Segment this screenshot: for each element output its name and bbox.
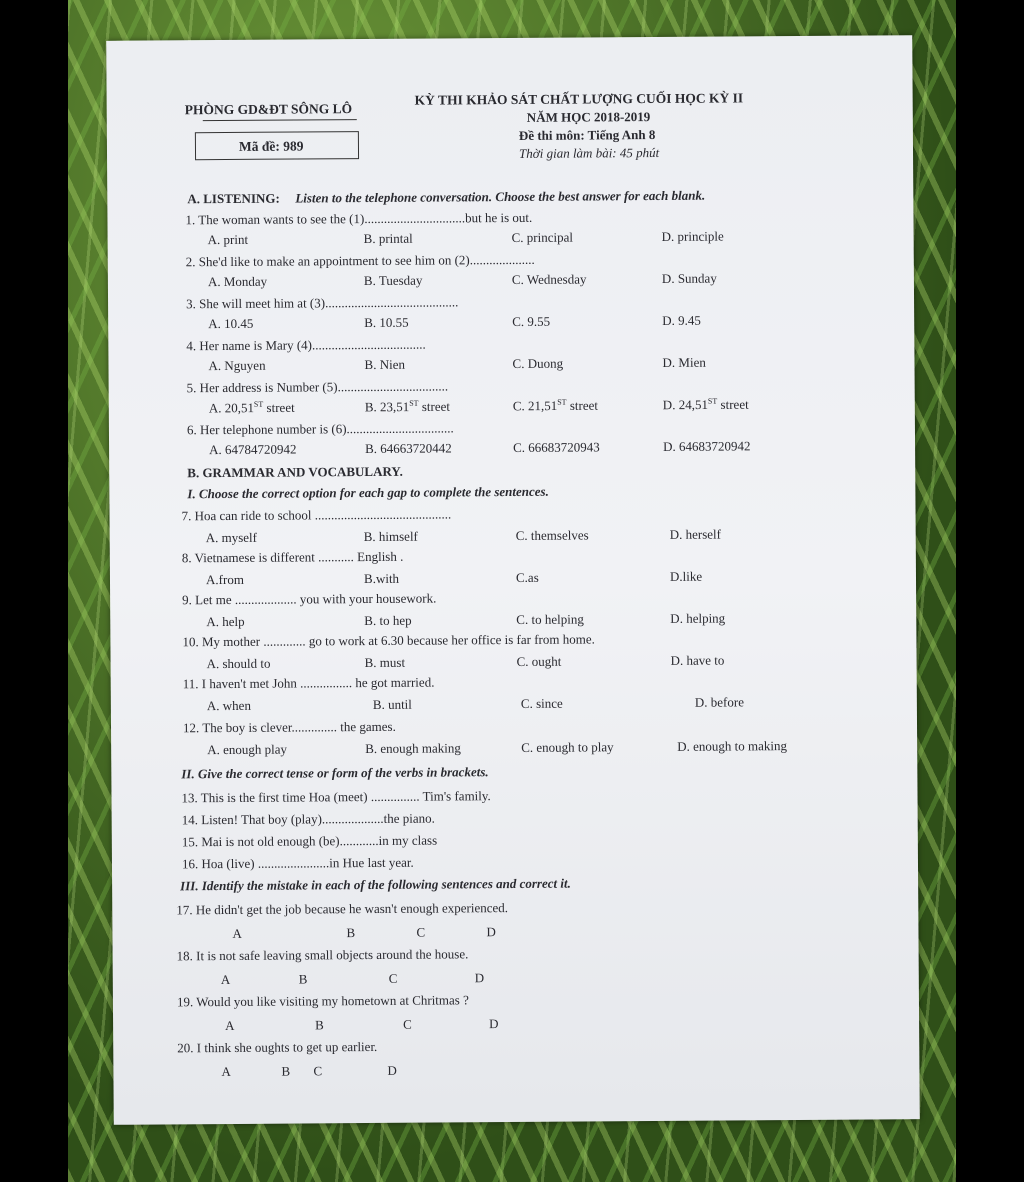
underline-label-a: A bbox=[225, 1017, 235, 1034]
answer-option-d: D. herself bbox=[669, 526, 722, 542]
section-a-instruction: Listen to the telephone conversation. Choose the best answer for each blank. bbox=[295, 187, 706, 206]
answer-option-b: B. must bbox=[364, 654, 406, 671]
answer-option-d: D. enough to making bbox=[677, 738, 787, 754]
answer-option-b: B. Tuesday bbox=[363, 272, 423, 289]
answer-option-a: A.from bbox=[205, 571, 244, 588]
question-text: 18. It is not safe leaving small objects around the house. bbox=[176, 946, 469, 964]
answer-option-b: B.with bbox=[363, 570, 400, 587]
answer-option-d: D. 9.45 bbox=[662, 312, 701, 328]
verb-question: 15. Mai is not old enough (be)............in my class bbox=[181, 832, 438, 850]
section-b-heading: B. GRAMMAR AND VOCABULARY. bbox=[187, 463, 403, 481]
verb-question: 13. This is the first time Hoa (meet) ............... Tim's family. bbox=[181, 788, 491, 806]
answer-option-d: D. 24,51ST street bbox=[662, 396, 749, 413]
part-3-instruction: III. Identify the mistake in each of the following sentences and correct it. bbox=[180, 875, 571, 894]
answer-option-a: A. Monday bbox=[207, 273, 268, 290]
question-text: 8. Vietnamese is different ........... English . bbox=[181, 548, 404, 566]
underline-label-c: C bbox=[388, 970, 398, 986]
answer-option-b: B. Nien bbox=[364, 356, 405, 373]
answer-option-c: C. 9.55 bbox=[512, 313, 551, 329]
answer-option-c: C.as bbox=[515, 569, 539, 585]
part-2-instruction: II. Give the correct tense or form of the verbs in brackets. bbox=[181, 764, 489, 782]
underline-label-a: A bbox=[221, 1063, 231, 1080]
exam-title: KỲ THI KHẢO SÁT CHẤT LƯỢNG CUỐI HỌC KỲ II bbox=[414, 90, 744, 108]
question-text: 6. Her telephone number is (6)................................. bbox=[186, 420, 454, 438]
answer-option-c: C. Duong bbox=[512, 355, 564, 371]
answer-option-b: B. himself bbox=[363, 528, 418, 545]
answer-option-a: A. Nguyen bbox=[208, 357, 266, 374]
answer-option-d: D. have to bbox=[670, 652, 725, 668]
question-text: 20. I think she oughts to get up earlier. bbox=[177, 1038, 378, 1056]
answer-option-d: D. Mien bbox=[662, 354, 706, 370]
department-name: PHÒNG GD&ĐT SÔNG LÔ bbox=[184, 101, 353, 118]
answer-option-b: B. 64663720442 bbox=[365, 440, 452, 457]
answer-option-b: B. to hep bbox=[364, 612, 412, 629]
underline-label-d: D bbox=[489, 1016, 499, 1032]
underline-label-d: D bbox=[474, 970, 485, 986]
section-a-heading: A. LISTENING: bbox=[187, 190, 280, 207]
question-text: 4. Her name is Mary (4)................................... bbox=[186, 336, 426, 354]
underline-label-a: A bbox=[220, 971, 231, 988]
answer-option-d: D. 64683720942 bbox=[663, 438, 751, 454]
question-text: 19. Would you like visiting my hometown at Chritmas ? bbox=[176, 992, 469, 1010]
question-text: 12. The boy is clever.............. the games. bbox=[182, 718, 396, 736]
answer-option-a: A. should to bbox=[206, 655, 271, 672]
answer-option-b: B. until bbox=[372, 696, 412, 712]
question-text: 2. She'd like to make an appointment to see him on (2).................... bbox=[185, 251, 535, 270]
question-text: 1. The woman wants to see the (1)...............................but he is out. bbox=[185, 209, 533, 228]
answer-option-c: C. since bbox=[520, 695, 563, 711]
underline-label-d: D bbox=[486, 924, 496, 940]
question-text: 5. Her address is Number (5).................................. bbox=[186, 378, 449, 396]
question-text: 7. Hoa can ride to school .......................................... bbox=[181, 506, 452, 524]
part-1-instruction: I. Choose the correct option for each gap to complete the sentences. bbox=[187, 483, 549, 502]
answer-option-a: A. 64784720942 bbox=[209, 441, 297, 458]
answer-option-a: A. print bbox=[207, 231, 249, 248]
question-text: 10. My mother ............. go to work at 6.30 because her office is far from home. bbox=[182, 631, 595, 650]
answer-option-c: C. themselves bbox=[515, 527, 589, 543]
answer-option-d: D. principle bbox=[661, 228, 724, 244]
department-underline bbox=[203, 119, 357, 121]
question-text: 3. She will meet him at (3)......................................... bbox=[186, 294, 459, 312]
answer-option-c: C. 21,51ST street bbox=[512, 397, 599, 414]
answer-option-d: D. Sunday bbox=[661, 270, 717, 286]
answer-option-c: C. 66683720943 bbox=[513, 439, 600, 455]
underline-label-b: B bbox=[298, 971, 308, 987]
subject: Đề thi môn: Tiếng Anh 8 bbox=[518, 126, 656, 143]
exam-paper bbox=[106, 35, 920, 1125]
answer-option-b: B. 23,51ST street bbox=[364, 398, 451, 415]
underline-label-d: D bbox=[387, 1062, 397, 1078]
answer-option-c: C. enough to play bbox=[521, 739, 614, 755]
answer-option-c: C. Wednesday bbox=[511, 271, 587, 288]
answer-option-a: A. 10.45 bbox=[208, 315, 254, 332]
answer-option-a: A. enough play bbox=[207, 741, 288, 758]
answer-option-b: B. 10.55 bbox=[364, 314, 409, 331]
answer-option-a: A. 20,51ST street bbox=[208, 399, 295, 416]
question-text: 9. Let me ................... you with your housework. bbox=[182, 590, 437, 608]
school-year: NĂM HỌC 2018-2019 bbox=[526, 109, 651, 125]
answer-option-a: A. myself bbox=[205, 529, 258, 546]
time-limit: Thời gian làm bài: 45 phút bbox=[518, 144, 660, 161]
answer-option-c: C. ought bbox=[516, 653, 562, 669]
answer-option-d: D.like bbox=[669, 568, 703, 584]
underline-label-c: C bbox=[403, 1016, 412, 1032]
answer-option-b: B. printal bbox=[363, 230, 413, 247]
question-text: 11. I haven't met John ................ he got married. bbox=[182, 674, 435, 692]
underline-label-b: B bbox=[281, 1063, 291, 1079]
underline-label-a: A bbox=[232, 925, 242, 941]
answer-option-c: C. principal bbox=[511, 229, 574, 246]
underline-label-c: C bbox=[313, 1063, 323, 1079]
verb-question: 16. Hoa (live) ......................in Hue last year. bbox=[181, 854, 414, 872]
exam-code: Mã đề: 989 bbox=[238, 138, 304, 154]
underline-label-b: B bbox=[315, 1017, 324, 1033]
answer-option-d: D. before bbox=[694, 694, 745, 710]
answer-option-c: C. to helping bbox=[516, 611, 584, 627]
underline-label-c: C bbox=[416, 924, 426, 940]
answer-option-b: B. enough making bbox=[365, 740, 461, 757]
verb-question: 14. Listen! That boy (play)...................the piano. bbox=[181, 810, 435, 828]
answer-option-a: A. help bbox=[206, 613, 245, 630]
underline-label-b: B bbox=[346, 925, 356, 941]
answer-option-a: A. when bbox=[206, 697, 251, 714]
answer-option-d: D. helping bbox=[670, 610, 726, 626]
question-text: 17. He didn't get the job because he wasn't enough experienced. bbox=[176, 900, 509, 918]
